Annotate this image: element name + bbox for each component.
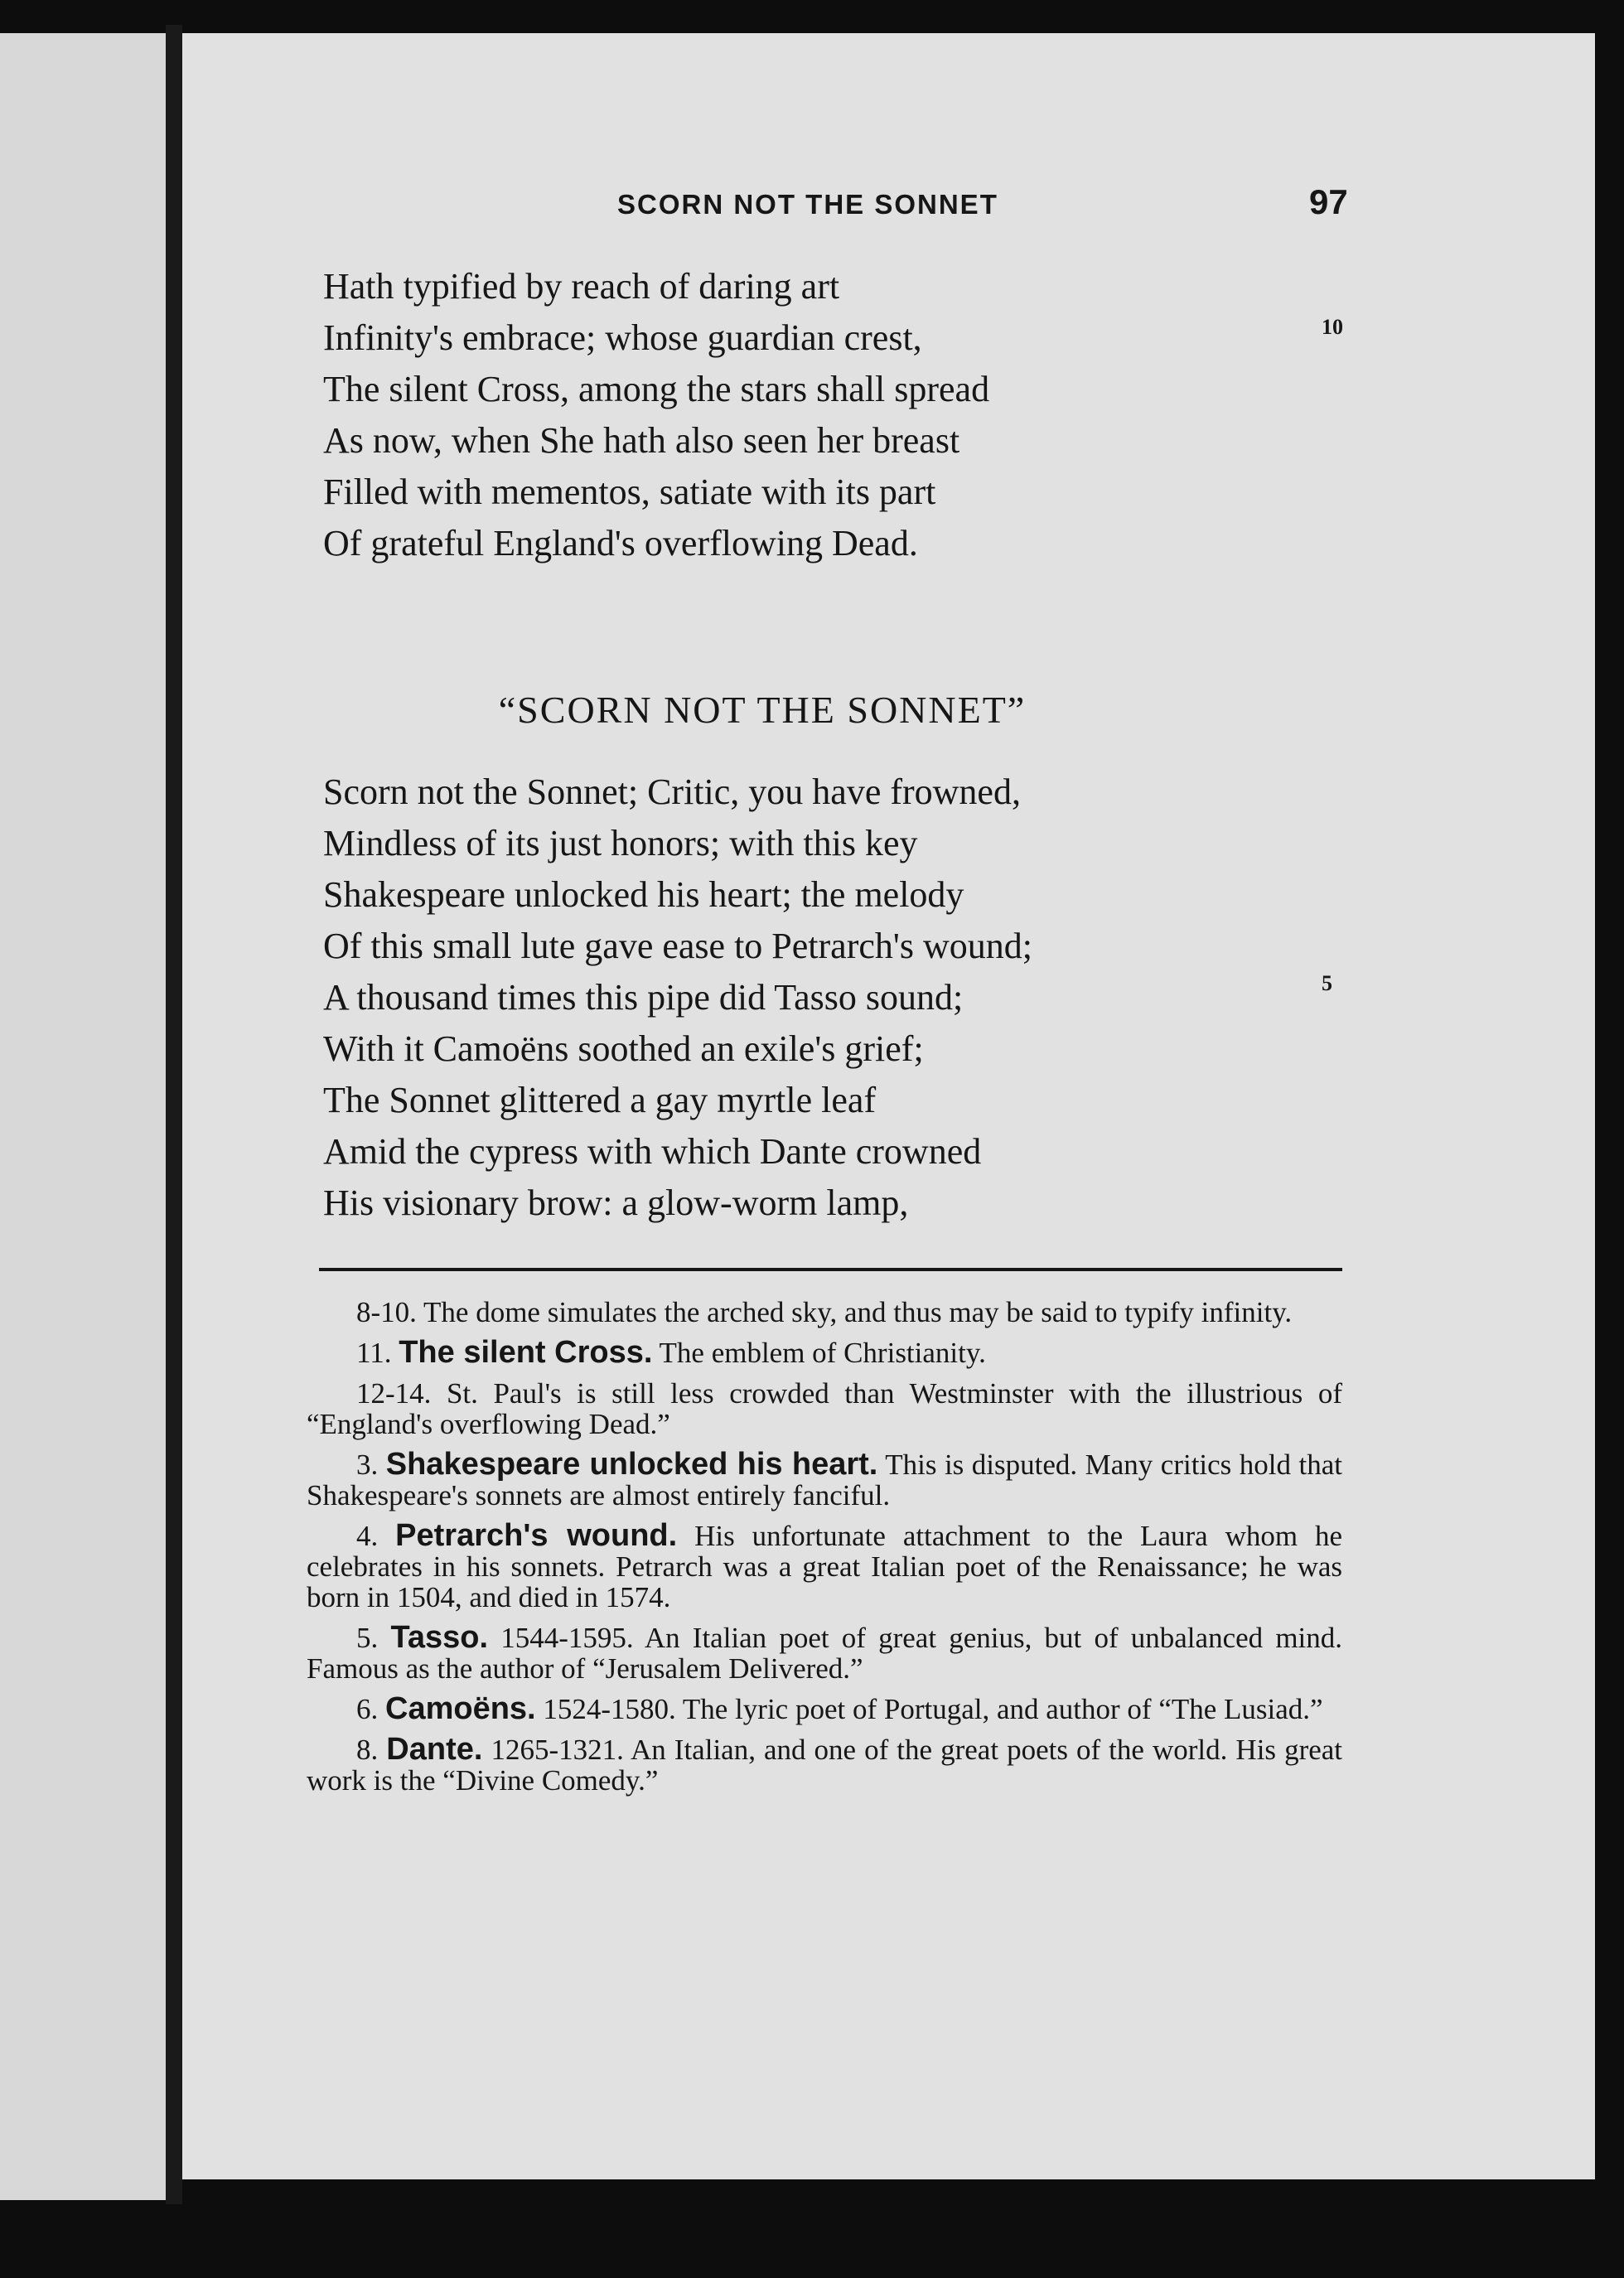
footnote-ref: 12-14.: [356, 1377, 432, 1410]
footnote-divider: [319, 1268, 1342, 1271]
footnote: [307, 1620, 1343, 1685]
line-number-marker: 5: [1322, 971, 1332, 995]
footnote-term: Petrarch's wound.: [395, 1518, 678, 1553]
verse-line: Mindless of its just honors; with this key: [323, 823, 918, 863]
verse-line: Of this small lute gave ease to Petrarch's wound;: [323, 926, 1032, 966]
verse-line: As now, when She hath also seen her breast: [323, 420, 960, 461]
footnote-ref: 6.: [356, 1693, 379, 1725]
footnotes: [307, 1297, 1342, 1806]
verse-continuation: [323, 261, 989, 569]
footnote-text: 1544-1595. An Italian poet of great genius, but of unbalanced mind. Famous as the author of “Jerusalem Delivered.”: [307, 1622, 1343, 1685]
footnote-text: St. Paul's is still less crowded than Westminster with the illustrious of “England's overflowing Dead.”: [307, 1377, 1342, 1440]
footnote-text: His unfortunate attachment to the Laura whom he celebrates in his sonnets. Petrarch was a great Italian poet of the Renaissance; he was born in 1504, and died in 1574.: [307, 1520, 1342, 1613]
verse-line: A thousand times this pipe did Tasso sound;: [323, 977, 964, 1018]
book-page: [182, 33, 1595, 2179]
verse-line: Amid the cypress with which Dante crowned: [323, 1131, 982, 1172]
footnote-ref: 8-10.: [356, 1296, 417, 1328]
facing-page-edge: [0, 33, 170, 2200]
footnote: [307, 1449, 1342, 1511]
verse-line: Of grateful England's overflowing Dead.: [323, 523, 918, 563]
book-gutter: [166, 25, 182, 2204]
verse-line: The Sonnet glittered a gay myrtle leaf: [323, 1080, 877, 1120]
verse-line: The silent Cross, among the stars shall spread: [323, 369, 990, 409]
footnote-ref: 3.: [356, 1449, 379, 1481]
footnote-text: The emblem of Christianity.: [659, 1337, 986, 1369]
verse-line: Shakespeare unlocked his heart; the melody: [323, 874, 964, 915]
footnote: [307, 1734, 1342, 1796]
page-number: 97: [1309, 182, 1348, 221]
footnote-text: This is disputed. Many critics hold that Shakespeare's sonnets are almost entirely fanciful.: [307, 1449, 1342, 1511]
footnote-ref: 4.: [356, 1520, 379, 1552]
running-head: [182, 157, 1595, 221]
verse-line: Infinity's embrace; whose guardian crest,: [323, 317, 922, 358]
footnote: [307, 1337, 1342, 1368]
footnote-term: Dante.: [386, 1732, 483, 1767]
footnote-ref: 5.: [356, 1622, 379, 1654]
footnote-term: The silent Cross.: [399, 1335, 653, 1370]
verse-line: His visionary brow: a glow-worm lamp,: [323, 1183, 909, 1223]
footnote: [307, 1518, 1342, 1613]
poem-title: “SCORN NOT THE SONNET”: [498, 689, 1027, 731]
line-number-marker: 10: [1322, 315, 1343, 339]
verse-line: With it Camoëns soothed an exile's grief;: [323, 1028, 924, 1069]
poem-body: [323, 767, 1032, 1229]
verse-line: Hath typified by reach of daring art: [323, 266, 840, 307]
footnote-term: Camoëns.: [385, 1691, 536, 1726]
footnote: [307, 1691, 1342, 1726]
footnote-text: 1524-1580. The lyric poet of Portugal, and author of “The Lusiad.”: [543, 1693, 1323, 1725]
footnote: [307, 1378, 1342, 1439]
verse-line: Scorn not the Sonnet; Critic, you have frowned,: [323, 771, 1021, 812]
footnote-ref: 11.: [356, 1337, 392, 1369]
footnote-term: Tasso.: [390, 1620, 488, 1655]
footnote-term: Shakespeare unlocked his heart.: [385, 1447, 878, 1482]
footnote: [307, 1297, 1342, 1328]
running-title: SCORN NOT THE SONNET: [617, 189, 998, 220]
footnote-text: The dome simulates the arched sky, and thus may be said to typify infinity.: [423, 1296, 1293, 1328]
footnote-ref: 8.: [356, 1734, 379, 1766]
verse-line: Filled with mementos, satiate with its part: [323, 472, 936, 512]
footnote-text: 1265-1321. An Italian, and one of the great poets of the world. His great work is the “Divine Comedy.”: [307, 1734, 1343, 1797]
